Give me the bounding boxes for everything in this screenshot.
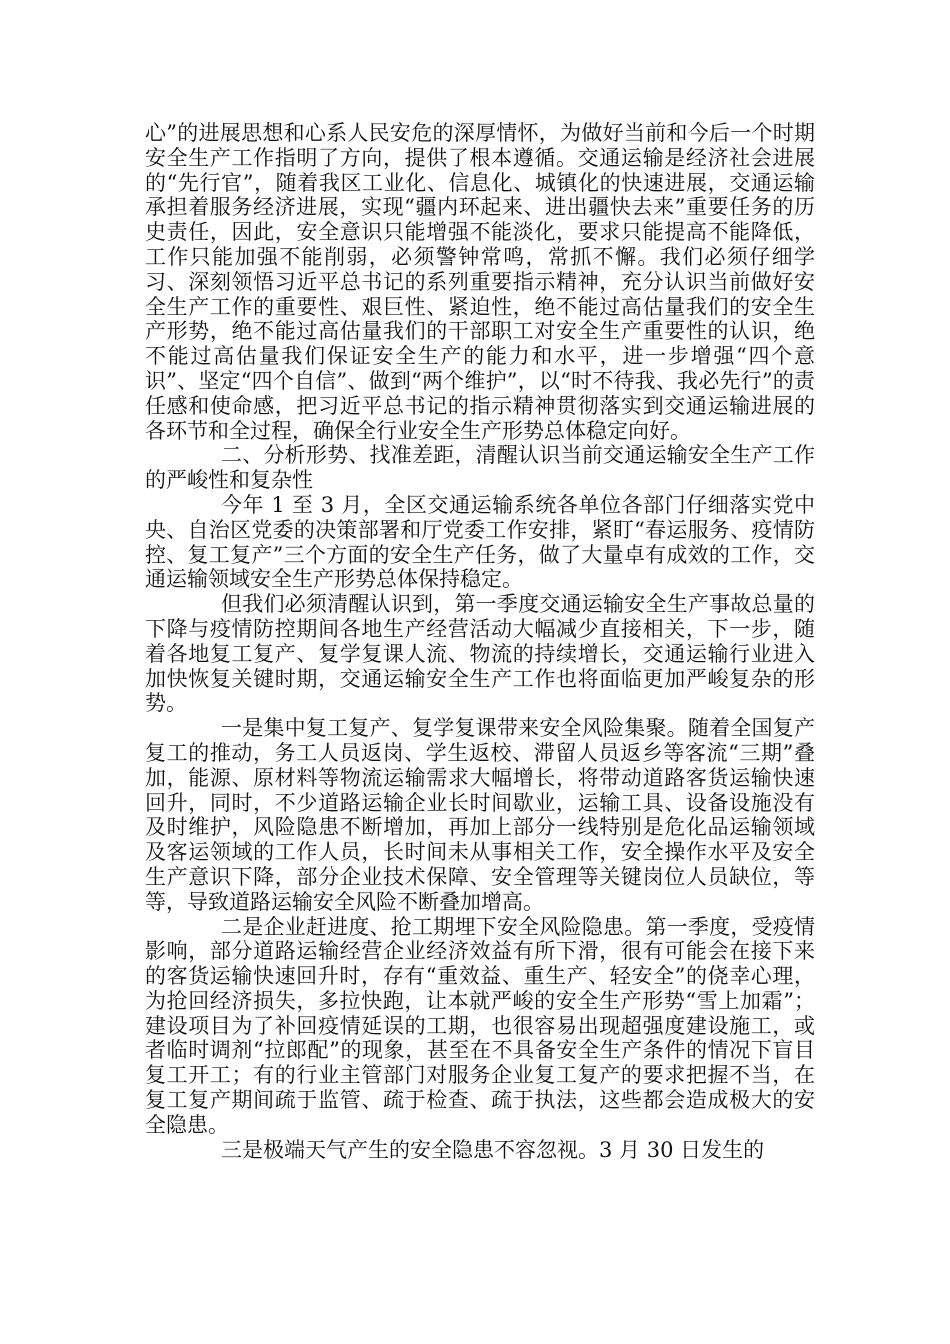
paragraph-q1-summary: 今年 1 至 3 月，全区交通运输系统各单位各部门仔细落实党中央、自治区党委的决策部署和厅党委工作安排，紧盯“春运服务、疫情防控、复工复产”三个方面的安全生产任务，做了大量卓有成效的工作，交通运输领域安全生产形势总体保持稳定。: [145, 492, 815, 592]
paragraph-point-three: 三是极端天气产生的安全隐患不容忽视。3 月 30 日发生的: [221, 1137, 765, 1162]
paragraph-point-two: 二是企业赶进度、抢工期埋下安全风险隐患。第一季度，受疫情影响，部分道路运输经营企业经济效益有所下滑，很有可能会在接下来的客货运输快速回升时，存有“重效益、重生产、轻安全”的侥幸心理，为抢回经济损失，多拉快跑，让本就严峻的安全生产形势“雪上加霜”；建设项目为了补回疫情延误的工期，也很容易出现超强度建设施工，或者临时调剂“拉郎配”的现象，甚至在不具备安全生产条件的情况下盲目复工开工；有的行业主管部门对服务企业复工复产的要求把握不当，在复工复产期间疏于监管、疏于检查、疏于执法，这些都会造成极大的安全隐患。: [145, 914, 815, 1137]
section-heading-analysis: 二、分析形势、找准差距，清醒认识当前交通运输安全生产工作的严峻性和复杂性: [145, 443, 815, 493]
paragraph-point-one: 一是集中复工复产、复学复课带来安全风险集聚。随着全国复产复工的推动，务工人员返岗、学生返校、滞留人员返乡等客流“三期”叠加，能源、原材料等物流运输需求大幅增长，将带动道路客货运输快速回升，同时，不少道路运输企业长时间歇业，运输工具、设备设施没有及时维护，风险隐患不断增加，再加上部分一线特别是危化品运输领域及客运领域的工作人员，长时间未从事相关工作，安全操作水平及安全生产意识下降，部分企业技术保障、安全管理等关键岗位人员缺位，等等，导致道路运输安全风险不断叠加增高。: [145, 716, 815, 914]
paragraph-situation-awareness: 但我们必须清醒认识到，第一季度交通运输安全生产事故总量的下降与疫情防控期间各地生产经营活动大幅减少直接相关，下一步，随着各地复工复产、复学复课人流、物流的持续增长，交通运输行业进入加快恢复关键时期，交通运输安全生产工作也将面临更加严峻复杂的形势。: [145, 592, 815, 716]
paragraph-intro-continued: 心”的进展思想和心系人民安危的深厚情怀，为做好当前和今后一个时期安全生产工作指明了方向，提供了根本遵循。交通运输是经济社会进展的“先行官”，随着我区工业化、信息化、城镇化的快速进展，交通运输承担着服务经济进展，实现“疆内环起来、进出疆快去来”重要任务的历史责任，因此，安全意识只能增强不能淡化，要求只能提高不能降低，工作只能加强不能削弱，必须警钟常鸣，常抓不懈。我们必须仔细学习、深刻领悟习近平总书记的系列重要指示精神，充分认识当前做好安全生产工作的重要性、艰巨性、紧迫性，绝不能过高估量我们的安全生产形势，绝不能过高估量我们的干部职工对安全生产重要性的认识，绝不能过高估量我们保证安全生产的能力和水平，进一步增强“四个意识”、坚定“四个自信”、做到“两个维护”，以“时不待我、我必先行”的责任感和使命感，把习近平总书记的指示精神贯彻落实到交通运输进展的各环节和全过程，确保全行业安全生产形势总体稳定向好。: [145, 121, 815, 443]
document-page: [145, 121, 815, 1162]
